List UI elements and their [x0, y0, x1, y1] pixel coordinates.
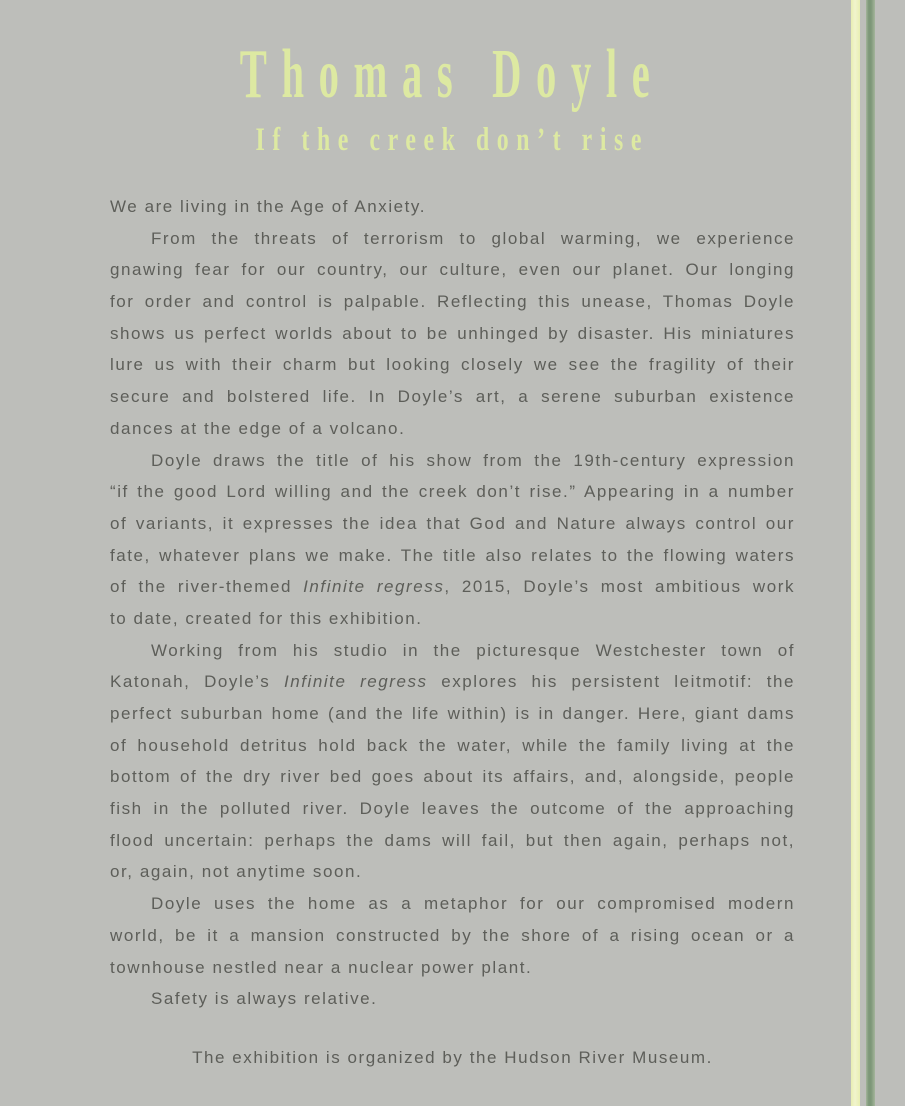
text-line: to date, created for this exhibition. — [110, 608, 423, 628]
text-line: “if the good Lord willing and the creek don’t rise.” Appearing in a number — [110, 482, 795, 502]
text-line: The exhibition is organized by the Hudson River Museum. — [192, 1047, 713, 1067]
paragraph — [110, 191, 795, 223]
text-line: Katonah, Doyle’s Infinite regress explores his persistent leitmotif: the — [110, 672, 795, 692]
decorative-stripe-yellow — [851, 0, 860, 1106]
paragraph — [110, 223, 795, 445]
text-line: of household detritus hold back the water, while the family living at the — [110, 735, 795, 755]
page-subtitle — [0, 124, 905, 157]
text-line: Safety is always relative. — [151, 989, 378, 1009]
text-line: flood uncertain: perhaps the dams will fail, but then again, perhaps not, — [110, 830, 795, 850]
text-line: We are living in the Age of Anxiety. — [110, 197, 426, 216]
text-line: townhouse nestled near a nuclear power plant. — [110, 957, 533, 977]
text-line: or, again, not anytime soon. — [110, 862, 363, 882]
text-line: lure us with their charm but looking closely we see the fragility of their — [110, 355, 795, 375]
header — [0, 0, 905, 157]
page-title — [0, 36, 905, 113]
text-line: fish in the polluted river. Doyle leaves the outcome of the approaching — [110, 799, 795, 819]
page-subtitle-text: If the creek don’t rise — [255, 122, 650, 158]
text-line: shows us perfect worlds about to be unhinged by disaster. His miniatures — [110, 323, 795, 343]
text-line: world, be it a mansion constructed by the shore of a rising ocean or a — [110, 925, 795, 945]
text-line: Doyle draws the title of his show from the 19th-century expression — [151, 450, 795, 470]
paragraph — [110, 635, 795, 889]
text-line: fate, whatever plans we make. The title also relates to the flowing waters — [110, 545, 795, 565]
text-line: dances at the edge of a volcano. — [110, 418, 406, 438]
paragraph — [110, 445, 795, 635]
paragraph — [110, 983, 795, 1015]
decorative-stripe-green — [866, 0, 875, 1106]
article — [110, 191, 795, 1074]
text-line: perfect suburban home (and the life within) is in danger. Here, giant dams — [110, 704, 795, 723]
text-line: bottom of the dry river bed goes about its affairs, and, alongside, people — [110, 767, 795, 787]
paragraph — [110, 888, 795, 983]
text-line: of variants, it expresses the idea that God and Nature always control our — [110, 513, 795, 533]
text-line: Doyle uses the home as a metaphor for our compromised modern — [151, 894, 795, 914]
text-line: for order and control is palpable. Reflecting this unease, Thomas Doyle — [110, 292, 795, 312]
text-line: gnawing fear for our country, our culture, even our planet. Our longing — [110, 260, 795, 280]
page-title-text: Thomas Doyle — [240, 36, 665, 113]
text-line: secure and bolstered life. In Doyle’s art, a serene suburban existence — [110, 387, 795, 407]
paragraph — [110, 1042, 795, 1074]
text-line: From the threats of terrorism to global warming, we experience — [151, 228, 795, 248]
text-line: Working from his studio in the picturesque Westchester town of — [151, 640, 795, 660]
text-line: of the river-themed Infinite regress, 2015, Doyle’s most ambitious work — [110, 577, 795, 597]
